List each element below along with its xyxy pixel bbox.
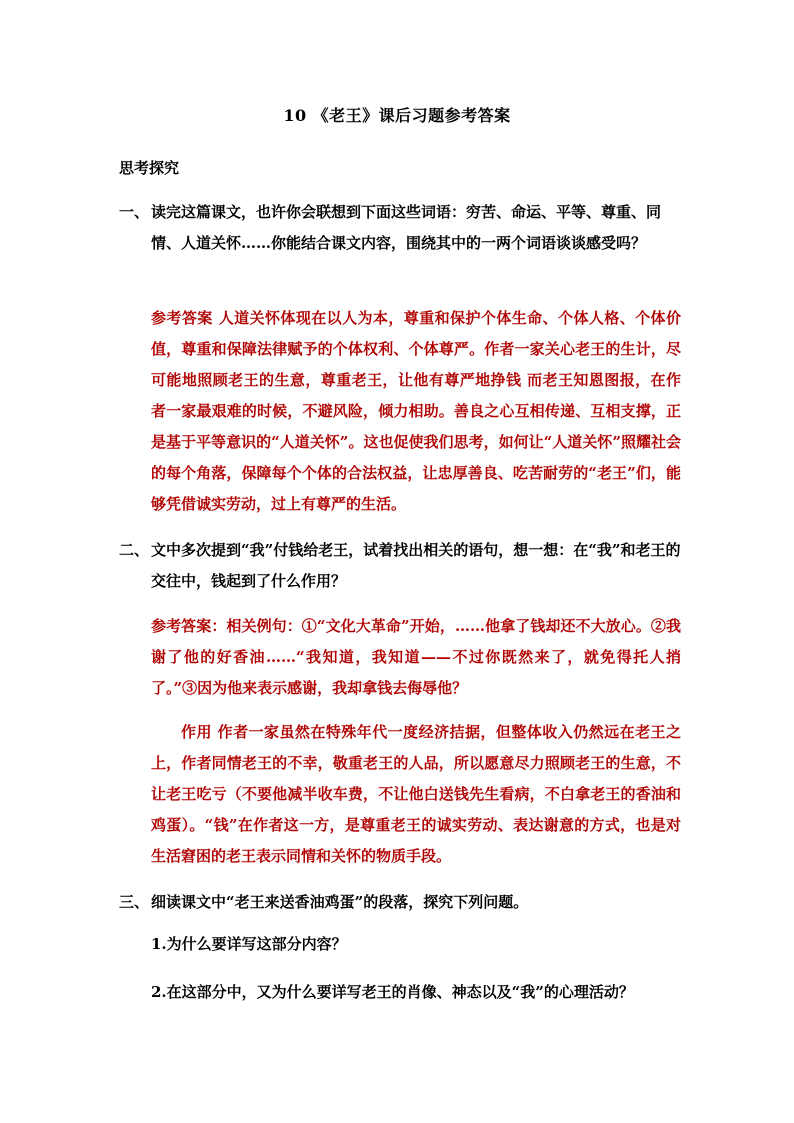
question-number: 三、	[119, 893, 150, 911]
question-text: 文中多次提到“我”付钱给老王，试着找出相关的语句，想一想：在“我”和老王的交往中，钱起到了什么作用？	[151, 541, 681, 590]
question-number: 一、	[119, 203, 150, 221]
answer-text: 人道关怀体现在以人为本，尊重和保护个体生命、个体人格、个体价值，尊重和保障法律赋予的个体权利、个体尊严。作者一家关心老王的生计，尽可能地照顾老王的生意，尊重老王，让他有尊严地挣钱 而老王知恩图报，在作者一家最艰难的时候，不避风险，倾力相助。善良之心互相传递、互相支撑，正是基于平等意识的“人道关怀”。这也促使我们思考，如何让“人道关怀”照耀社会的每个角落，保障每个个体的合法权益，让忠厚善良、吃苦耐劳的“老王”们，能够凭借诚实劳动，过上有尊严的生活。	[151, 309, 681, 513]
section-heading: 思考探究	[119, 159, 180, 177]
answer-1	[151, 303, 681, 520]
question-1	[119, 197, 685, 259]
question-3	[119, 887, 685, 918]
answer-2-effect	[151, 717, 681, 872]
question-text: 细读课文中“老王来送香油鸡蛋”的段落，探究下列问题。	[151, 893, 529, 911]
answer-effect-text: 作用 作者一家虽然在特殊年代一度经济拮据，但整体收入仍然远在老王之上，作者同情老王的不幸，敬重老王的人品，所以愿意尽力照顾老王的生意，不让老王吃亏（不要他减半收车费，不让他白送钱先生看病，不白拿老王的香油和鸡蛋）。“钱”在作者这一方，是尊重老王的诚实劳动、表达谢意的方式，也是对生活窘困的老王表示同情和关怀的物质手段。	[151, 723, 681, 865]
answer-text: 参考答案：相关例句：①“文化大革命”开始，……他拿了钱却还不大放心。②我谢了他的好香油……“我知道，我知道——不过你既然来了，就免得托人捎了。”③因为他来表示感谢，我却拿钱去侮辱他？	[151, 617, 681, 697]
answer-2	[151, 611, 681, 704]
document-title: 10 《老王》课后习题参考答案	[283, 106, 511, 125]
sub-question-2: 2.在这部分中，又为什么要详写老王的肖像、神态以及“我”的心理活动？	[151, 983, 634, 1001]
answer-label: 参考答案	[151, 309, 213, 327]
question-2	[119, 535, 685, 597]
sub-question-1: 1.为什么要详写这部分内容？	[151, 935, 347, 953]
question-text: 读完这篇课文，也许你会联想到下面这些词语：穷苦、命运、平等、尊重、同情、人道关怀……你能结合课文内容，围绕其中的一两个词语谈谈感受吗？	[151, 203, 662, 252]
question-number: 二、	[119, 541, 150, 559]
